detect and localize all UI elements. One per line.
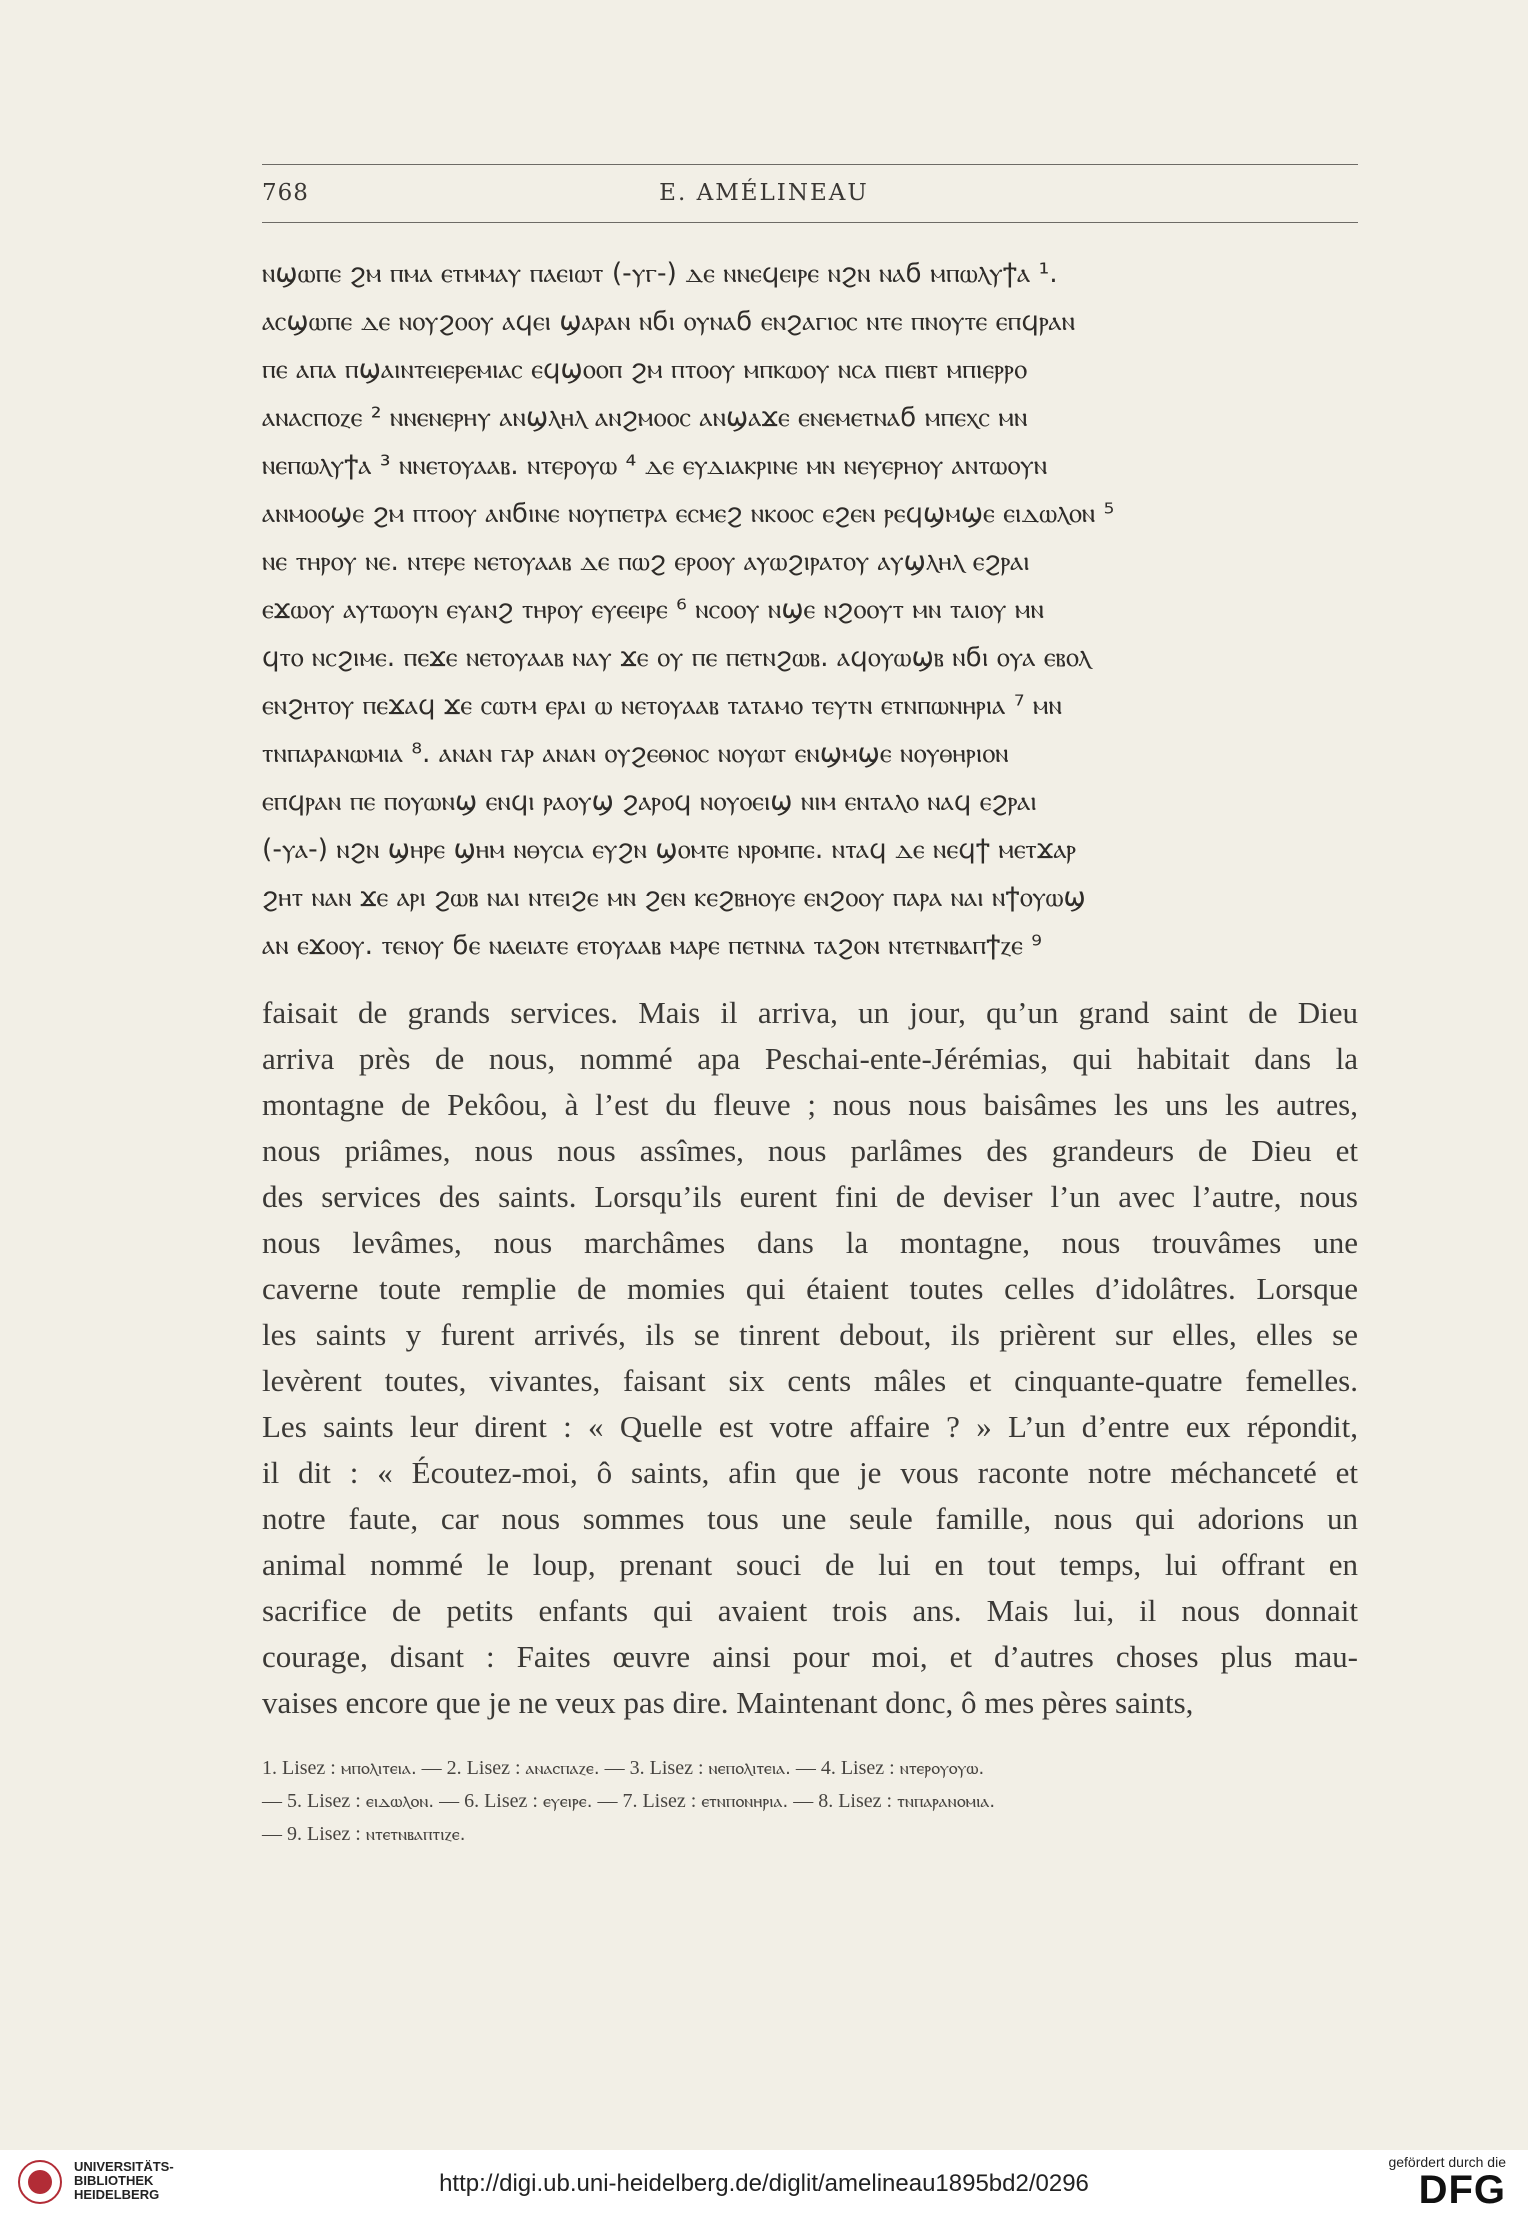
coptic-line: ⲁⲛⲙⲟⲟϣⲉ ϩⲙ ⲡⲧⲟⲟⲩ ⲁⲛϭⲓⲛⲉ ⲛⲟⲩⲡⲉⲧⲣⲁ ⲉⲥⲙⲉϩ ⲛⲕⲟⲟⲥ ⲉϩⲉⲛ ⲣⲉϥϣⲙϣⲉ ⲉⲓⲇⲱⲗⲟⲛ ⁵ (262, 498, 1115, 529)
footnote-label: 2. Lisez : (446, 1757, 526, 1779)
footnote-label: 4. Lisez : (820, 1757, 900, 1779)
coptic-line: ⲁⲛⲁⲥⲡⲟⲍⲉ ² ⲛⲛⲉⲛⲉⲣⲏⲩ ⲁⲛϣⲗⲏⲗ ⲁⲛϩⲙⲟⲟⲥ ⲁⲛϣⲁϫⲉ ⲉⲛⲉⲙⲉⲧⲛⲁϭ ⲙⲡⲉⲭⲥ ⲙⲛ (262, 402, 1028, 433)
french-line: il dit : « Écoutez-moi, ô saints, afin que je vous raconte notre méchanceté et (262, 1455, 1358, 1490)
library-name: UNIVERSITÄTS- BIBLIOTHEK HEIDELBERG (74, 2159, 174, 2202)
footnote-separator: — (592, 1790, 623, 1812)
french-line: sacrifice de petits enfants qui avaient trois ans. Mais lui, il nous donnait (262, 1593, 1358, 1628)
french-line: arriva près de nous, nommé apa Peschai-ente-Jérémias, qui habitait dans la (262, 1041, 1358, 1076)
footnote-separator: — (416, 1757, 447, 1779)
coptic-line: ⲛⲉ ⲧⲏⲣⲟⲩ ⲛⲉ. ⲛⲧⲉⲣⲉ ⲛⲉⲧⲟⲩⲁⲁⲃ ⲇⲉ ⲡⲱϩ ⲉⲣⲟⲟⲩ ⲁⲩⲱϩⲓⲣⲁⲧⲟⲩ ⲁⲩϣⲗⲏⲗ ⲉϩⲣⲁⲓ (262, 546, 1030, 577)
footnote-correction: ⲛⲧⲉⲧⲛⲃⲁⲡⲧⲓⲍⲉ. (365, 1824, 466, 1845)
footnote-correction: ⲛⲧⲉⲣⲟⲩⲟⲩⲱ. (899, 1758, 985, 1779)
footnote-line (262, 1823, 1358, 1846)
footnote-line (262, 1790, 1358, 1813)
coptic-line: ⲡⲉ ⲁⲡⲁ ⲡϣⲁⲓⲛⲧⲉⲓⲉⲣⲉⲙⲓⲁⲥ ⲉϥϣⲟⲟⲡ ϩⲙ ⲡⲧⲟⲟⲩ ⲙⲡⲕⲱⲟⲩ ⲛⲥⲁ ⲡⲓⲉⲃⲧ ⲙⲡⲓⲉⲣⲣⲟ (262, 354, 1027, 385)
coptic-line: ⲧⲛⲡⲁⲣⲁⲛⲱⲙⲓⲁ ⁸. ⲁⲛⲁⲛ ⲅⲁⲣ ⲁⲛⲁⲛ ⲟⲩϩⲉⲑⲛⲟⲥ ⲛⲟⲩⲱⲧ ⲉⲛϣⲙϣⲉ ⲛⲟⲩⲑⲏⲣⲓⲟⲛ (262, 738, 1009, 769)
french-line: faisait de grands services. Mais il arriva, un jour, qu’un grand saint de Dieu (262, 995, 1358, 1030)
permalink-url[interactable]: http://digi.ub.uni-heidelberg.de/diglit/amelineau1895bd2/0296 (439, 2170, 1089, 2197)
coptic-line: ⲛϣⲱⲡⲉ ϩⲙ ⲡⲙⲁ ⲉⲧⲙⲙⲁⲩ ⲡⲁⲉⲓⲱⲧ (-ⲩⲅ-) ⲇⲉ ⲛⲛⲉϥⲉⲓⲣⲉ ⲛϩⲛ ⲛⲁϭ ⲙⲡⲱⲗⲩϯⲁ ¹. (262, 258, 1058, 289)
french-line: vaises encore que je ne veux pas dire. Maintenant donc, ô mes pères saints, (262, 1685, 1194, 1720)
coptic-line: ⲁⲛ ⲉϫⲟⲟⲩ. ⲧⲉⲛⲟⲩ ϭⲉ ⲛⲁⲉⲓⲁⲧⲉ ⲉⲧⲟⲩⲁⲁⲃ ⲙⲁⲣⲉ ⲡⲉⲧⲛⲛⲁ ⲧⲁϩⲟⲛ ⲛⲧⲉⲧⲛⲃⲁⲡϯⲍⲉ ⁹ (262, 930, 1042, 961)
french-line: animal nommé le loup, prenant souci de lui en tout temps, lui offrant en (262, 1547, 1358, 1582)
footnote-correction: ⲉⲧⲛⲡⲟⲛⲏⲣⲓⲁ. (701, 1791, 789, 1812)
french-line: notre faute, car nous sommes tous une seule famille, nous qui adorions un (262, 1501, 1358, 1536)
coptic-line: ϩⲏⲧ ⲛⲁⲛ ϫⲉ ⲁⲣⲓ ϩⲱⲃ ⲛⲁⲓ ⲛⲧⲉⲓϩⲉ ⲙⲛ ϩⲉⲛ ⲕⲉϩⲃⲏⲟⲩⲉ ⲉⲛϩⲟⲟⲩ ⲡⲁⲣⲁ ⲛⲁⲓ ⲛϯⲟⲩⲱϣ (262, 882, 1086, 913)
french-line: levèrent toutes, vivantes, faisant six cents mâles et cinquante-quatre femelles. (262, 1363, 1358, 1398)
footnote-separator: — (434, 1790, 465, 1812)
footnote-correction: ⲛⲉⲡⲟⲗⲓⲧⲉⲓⲁ. (708, 1758, 791, 1779)
french-line: nous levâmes, nous marchâmes dans la montagne, nous trouvâmes une (262, 1225, 1358, 1260)
french-line: des services des saints. Lorsqu’ils eurent fini de deviser l’un avec l’autre, nous (262, 1179, 1358, 1214)
french-line: les saints y furent arrivés, ils se tinrent debout, ils prièrent sur elles, elles se (262, 1317, 1358, 1352)
header-bottom-rule (262, 222, 1358, 223)
footnote-label: — 5. Lisez : (262, 1790, 366, 1812)
dfg-logo: DFG (1418, 2168, 1506, 2212)
coptic-line: ϥⲧⲟ ⲛⲥϩⲓⲙⲉ. ⲡⲉϫⲉ ⲛⲉⲧⲟⲩⲁⲁⲃ ⲛⲁⲩ ϫⲉ ⲟⲩ ⲡⲉ ⲡⲉⲧⲛϩⲱⲃ. ⲁϥⲟⲩⲱϣⲃ ⲛϭⲓ ⲟⲩⲁ ⲉⲃⲟⲗ (262, 642, 1091, 673)
page-number: 768 (262, 180, 309, 206)
footnote-correction: ⲁⲛⲁⲥⲡⲁⲍⲉ. (525, 1758, 600, 1779)
footnote-label: 6. Lisez : (464, 1790, 543, 1812)
footnote-label: 7. Lisez : (622, 1790, 702, 1812)
footnote-correction: ⲧⲛⲡⲁⲣⲁⲛⲟⲙⲓⲁ. (897, 1791, 996, 1812)
french-line: courage, disant : Faites œuvre ainsi pour moi, et d’autres choses plus mau- (262, 1639, 1358, 1674)
footnote-correction: ⲉⲓⲇⲱⲗⲟⲛ. (365, 1791, 435, 1812)
coptic-line: ⲉϫⲱⲟⲩ ⲁⲩⲧⲱⲟⲩⲛ ⲉⲩⲁⲛϩ ⲧⲏⲣⲟⲩ ⲉⲩⲉⲉⲓⲣⲉ ⁶ ⲛⲥⲟⲟⲩ ⲛϣⲉ ⲛϩⲟⲟⲩⲧ ⲙⲛ ⲧⲁⲓⲟⲩ ⲙⲛ (262, 594, 1044, 625)
footnote-label: 8. Lisez : (818, 1790, 898, 1812)
footnote-correction: ⲉⲩⲉⲓⲣⲉ. (542, 1791, 593, 1812)
coptic-line: (-ⲩⲁ-) ⲛϩⲛ ϣⲏⲣⲉ ϣⲏⲙ ⲛⲑⲩⲥⲓⲁ ⲉⲩϩⲛ ϣⲟⲙⲧⲉ ⲛⲣⲟⲙⲡⲉ. ⲛⲧⲁϥ ⲇⲉ ⲛⲉϥϯ ⲙⲉⲧϫⲁⲣ (262, 834, 1077, 865)
footnote-separator: — (790, 1757, 821, 1779)
coptic-line: ⲁⲥϣⲱⲡⲉ ⲇⲉ ⲛⲟⲩϩⲟⲟⲩ ⲁϥⲉⲓ ϣⲁⲣⲁⲛ ⲛϭⲓ ⲟⲩⲛⲁϭ ⲉⲛϩⲁⲅⲓⲟⲥ ⲛⲧⲉ ⲡⲛⲟⲩⲧⲉ ⲉⲡϥⲣⲁⲛ (262, 306, 1076, 337)
footnote-separator: — (788, 1790, 819, 1812)
footnote-label: 3. Lisez : (629, 1757, 709, 1779)
footnote-label: — 9. Lisez : (262, 1823, 366, 1845)
footnote-label: 1. Lisez : (262, 1757, 341, 1779)
header-top-rule (262, 164, 1358, 165)
french-line: caverne toute remplie de momies qui étaient toutes celles d’idolâtres. Lorsque (262, 1271, 1358, 1306)
footnote-separator: — (599, 1757, 630, 1779)
french-line: nous priâmes, nous nous assîmes, nous parlâmes des grandeurs de Dieu et (262, 1133, 1358, 1168)
coptic-line: ⲛⲉⲡⲱⲗⲩϯⲁ ³ ⲛⲛⲉⲧⲟⲩⲁⲁⲃ. ⲛⲧⲉⲣⲟⲩⲱ ⁴ ⲇⲉ ⲉⲩⲇⲓⲁⲕⲣⲓⲛⲉ ⲙⲛ ⲛⲉⲩⲉⲣⲏⲟⲩ ⲁⲛⲧⲱⲟⲩⲛ (262, 450, 1048, 481)
running-header-author: E. AMÉLINEAU (659, 180, 869, 206)
french-line: Les saints leur dirent : « Quelle est votre affaire ? » L’un d’entre eux répondit, (262, 1409, 1358, 1444)
footnote-line (262, 1757, 1358, 1780)
coptic-line: ⲉⲡϥⲣⲁⲛ ⲡⲉ ⲡⲟⲩⲱⲛϣ ⲉⲛϥⲓ ⲣⲁⲟⲩϣ ϩⲁⲣⲟϥ ⲛⲟⲩⲟⲉⲓϣ ⲛⲓⲙ ⲉⲛⲧⲁⲗⲟ ⲛⲁϥ ⲉϩⲣⲁⲓ (262, 786, 1037, 817)
footnote-correction: ⲙⲡⲟⲗⲓⲧⲉⲓⲁ. (340, 1758, 417, 1779)
coptic-line: ⲉⲛϩⲏⲧⲟⲩ ⲡⲉϫⲁϥ ϫⲉ ⲥⲱⲧⲙ ⲉⲣⲁⲓ ⲱ ⲛⲉⲧⲟⲩⲁⲁⲃ ⲧⲁⲧⲁⲙⲟ ⲧⲉⲩⲧⲛ ⲉⲧⲛⲡⲱⲛⲏⲣⲓⲁ ⁷ ⲙⲛ (262, 690, 1062, 721)
funded-by-label: gefördert durch die (1388, 2154, 1506, 2170)
french-line: montagne de Pekôou, à l’est du fleuve ; nous nous baisâmes les uns les autres, (262, 1087, 1358, 1122)
